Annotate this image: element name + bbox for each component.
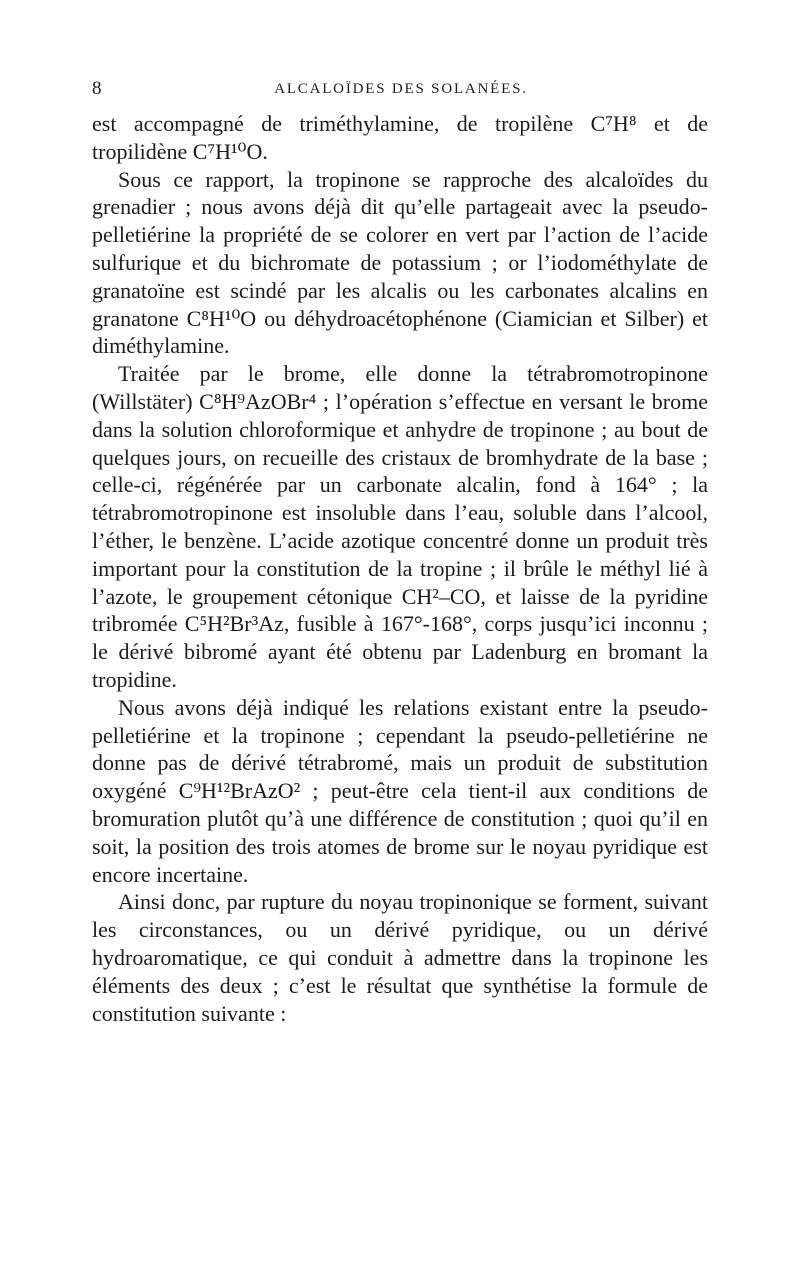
paragraph: Sous ce rapport, la tropinone se rapproche des alcaloïdes du grenadier ; nous avons déjà dit qu’elle partageait avec la pseudo-pelletiérine la propriété de se colorer en vert par l’action de l’acide sulfurique et du bichromate de potassium ; or l’iodométhylate de granatoïne est scindé par les alcalis ou les carbonates alcalins en granatone C⁸H¹⁰O ou déhydroacétophénone (Ciamician et Silber) et diméthylamine. — [92, 166, 708, 359]
paragraph: Nous avons déjà indiqué les relations existant entre la pseudo-pelletiérine et la tropinone ; cependant la pseudo-pelletiérine ne donne pas de dérivé tétrabromé, mais un produit de substitution oxygéné C⁹H¹²BrAzO² ; peut-être cela tient-il aux conditions de bromuration plutôt qu’à une différence de constitution ; quoi qu’il en soit, la position des trois atomes de brome sur le noyau pyridique est encore incertaine. — [92, 694, 708, 887]
paragraph: Ainsi donc, par rupture du noyau tropinonique se forment, suivant les circonstances, ou un dérivé pyridique, ou un dérivé hydroaromatique, ce qui conduit à admettre dans la tropinone les éléments des deux ; c’est le résultat que synthétise la formule de constitution suivante : — [92, 889, 708, 1026]
running-head-title: ALCALOÏDES DES SOLANÉES. — [274, 81, 528, 97]
page-number: 8 — [92, 78, 102, 99]
body-text — [92, 110, 708, 1027]
running-head — [92, 78, 710, 102]
paragraph: est accompagné de triméthylamine, de tropilène C⁷H⁸ et de tropilidène C⁷H¹⁰O. — [92, 111, 708, 164]
paragraph: Traitée par le brome, elle donne la tétrabromotropinone (Willstäter) C⁸H⁹AzOBr⁴ ; l’opération s’effectue en versant le brome dans la solution chloroformique et anhydre de tropinone ; au bout de quelques jours, on recueille des cristaux de bromhydrate de la base ; celle-ci, régénérée par un carbonate alcalin, fond à 164° ; la tétrabromotropinone est insoluble dans l’eau, soluble dans l’alcool, l’éther, le benzène. L’acide azotique concentré donne un produit très important pour la constitution de la tropine ; il brûle le méthyl lié à l’azote, le groupement cétonique CH²–CO, et laisse de la pyridine tribromée C⁵H²Br³Az, fusible à 167°-168°, corps jusqu’ici inconnu ; le dérivé bibromé ayant été obtenu par Ladenburg en bromant la tropidine. — [92, 361, 708, 692]
